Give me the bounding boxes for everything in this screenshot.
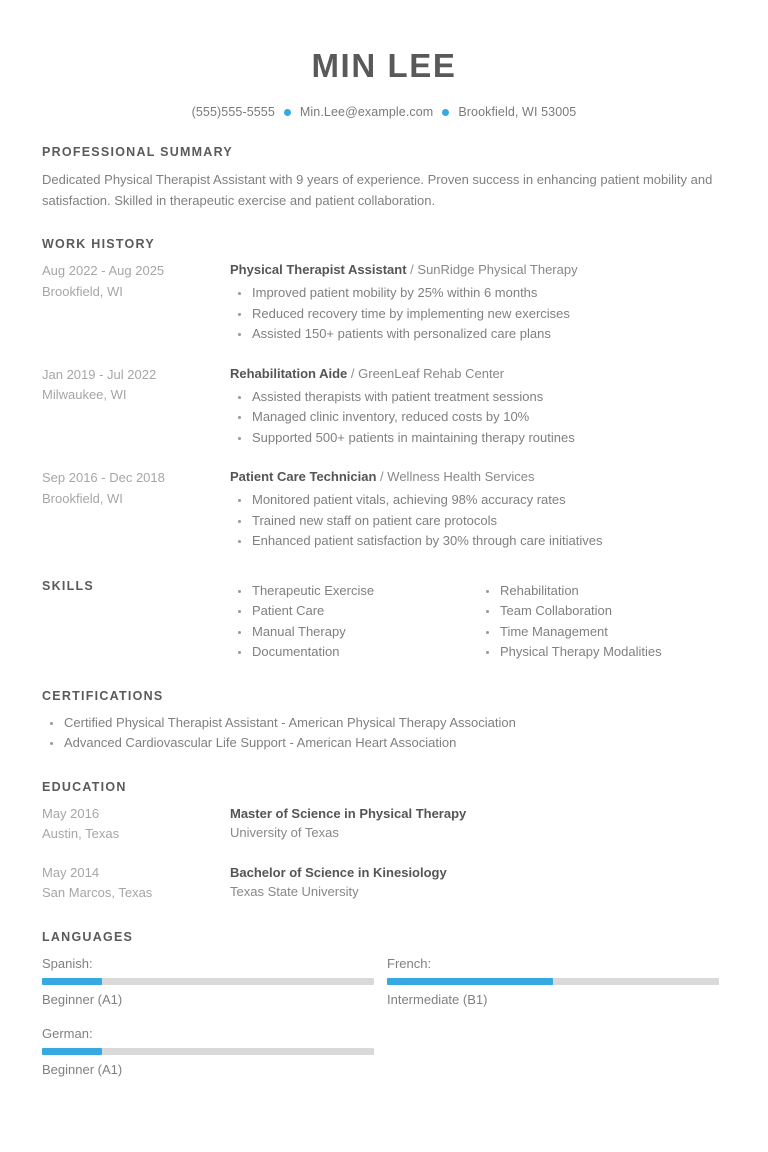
education-list bbox=[42, 804, 726, 904]
work-entry-company: GreenLeaf Rehab Center bbox=[358, 365, 505, 381]
list-item: Physical Therapy Modalities bbox=[478, 642, 726, 663]
skills-columns bbox=[230, 578, 726, 663]
section-work-history bbox=[42, 237, 726, 551]
section-skills bbox=[42, 578, 726, 663]
section-professional-summary bbox=[42, 145, 726, 211]
work-history-entry bbox=[42, 365, 726, 448]
language-name: French: bbox=[387, 956, 432, 972]
email-text: Min.Lee@example.com bbox=[299, 105, 434, 120]
work-entry-location: Milwaukee, WI bbox=[42, 387, 127, 403]
list-item: Improved patient mobility by 25% within 6 months bbox=[230, 283, 726, 304]
skills-column-1 bbox=[230, 578, 478, 663]
work-entry-headline bbox=[230, 365, 726, 384]
work-entry-meta bbox=[42, 468, 230, 551]
work-entry-detail bbox=[230, 468, 726, 551]
work-entry-bullets bbox=[230, 283, 726, 345]
work-entry-title: Physical Therapist Assistant bbox=[230, 262, 407, 278]
section-title-skills: SKILLS bbox=[42, 578, 94, 593]
summary-text: Dedicated Physical Therapist Assistant with 9 years of experience. Proven success in enhancing patient mobility and satisfaction. Skilled in therapeutic exercise and patient collaboration. bbox=[42, 172, 713, 209]
work-entry-title: Patient Care Technician bbox=[230, 469, 377, 485]
list-item: Patient Care bbox=[230, 601, 478, 622]
education-entry-location: San Marcos, Texas bbox=[42, 885, 153, 901]
work-entry-meta bbox=[42, 261, 230, 344]
language-proficiency-fill bbox=[387, 978, 553, 985]
education-degree: Bachelor of Science in Kinesiology bbox=[230, 864, 447, 880]
separator-dot-icon bbox=[442, 109, 449, 116]
list-item: Monitored patient vitals, achieving 98% accuracy rates bbox=[230, 490, 726, 511]
skills-column-2 bbox=[478, 578, 726, 663]
work-entry-meta bbox=[42, 365, 230, 448]
language-level: Beginner (A1) bbox=[42, 1061, 123, 1077]
candidate-name: MIN LEE bbox=[311, 47, 457, 84]
list-item: Rehabilitation bbox=[478, 581, 726, 602]
languages-grid bbox=[42, 954, 726, 1094]
work-entry-dates: Aug 2022 - Aug 2025 bbox=[42, 263, 165, 279]
language-level: Intermediate (B1) bbox=[387, 991, 488, 1007]
certifications-list bbox=[42, 713, 726, 754]
language-proficiency-fill bbox=[42, 978, 102, 985]
section-certifications bbox=[42, 689, 726, 754]
work-history-list bbox=[42, 261, 726, 551]
education-entry-detail bbox=[230, 804, 726, 845]
section-title-languages: LANGUAGES bbox=[42, 930, 134, 945]
skills-list-1 bbox=[230, 581, 478, 663]
language-item bbox=[42, 1024, 374, 1079]
section-title-summary: PROFESSIONAL SUMMARY bbox=[42, 145, 233, 160]
list-item: Team Collaboration bbox=[478, 601, 726, 622]
contact-line bbox=[42, 105, 726, 119]
list-item: Certified Physical Therapist Assistant - American Physical Therapy Association bbox=[42, 713, 726, 734]
language-item bbox=[42, 954, 374, 1009]
work-entry-detail bbox=[230, 365, 726, 448]
education-school: Texas State University bbox=[230, 884, 359, 900]
language-proficiency-bar bbox=[387, 978, 719, 985]
section-languages bbox=[42, 930, 726, 1094]
language-proficiency-fill bbox=[42, 1048, 102, 1055]
language-name: German: bbox=[42, 1026, 93, 1042]
work-history-entry bbox=[42, 261, 726, 344]
phone-text: (555)555-5555 bbox=[191, 105, 275, 120]
work-entry-separator: / bbox=[410, 262, 414, 278]
work-entry-headline bbox=[230, 468, 726, 487]
section-education bbox=[42, 780, 726, 904]
list-item: Managed clinic inventory, reduced costs by 10% bbox=[230, 407, 726, 428]
education-entry-meta bbox=[42, 863, 230, 904]
skills-layout bbox=[42, 578, 726, 663]
work-entry-bullets bbox=[230, 490, 726, 552]
list-item: Trained new staff on patient care protocols bbox=[230, 511, 726, 532]
language-proficiency-bar bbox=[42, 978, 374, 985]
language-name: Spanish: bbox=[42, 956, 93, 972]
language-item bbox=[387, 954, 719, 1009]
section-title-work-history: WORK HISTORY bbox=[42, 237, 155, 252]
education-degree: Master of Science in Physical Therapy bbox=[230, 805, 467, 821]
section-title-certifications: CERTIFICATIONS bbox=[42, 688, 164, 703]
education-entry bbox=[42, 804, 726, 845]
work-entry-detail bbox=[230, 261, 726, 344]
list-item: Time Management bbox=[478, 622, 726, 643]
work-entry-location: Brookfield, WI bbox=[42, 283, 123, 299]
education-entry-location: Austin, Texas bbox=[42, 826, 120, 842]
education-entry bbox=[42, 863, 726, 904]
work-entry-separator: / bbox=[380, 469, 384, 485]
work-entry-company: SunRidge Physical Therapy bbox=[417, 262, 578, 278]
work-entry-bullets bbox=[230, 387, 726, 449]
list-item: Advanced Cardiovascular Life Support - American Heart Association bbox=[42, 733, 726, 754]
work-entry-title: Rehabilitation Aide bbox=[230, 365, 348, 381]
list-item: Assisted therapists with patient treatment sessions bbox=[230, 387, 726, 408]
language-proficiency-bar bbox=[42, 1048, 374, 1055]
location-text: Brookfield, WI 53005 bbox=[458, 105, 577, 120]
section-title-education: EDUCATION bbox=[42, 779, 127, 794]
list-item: Supported 500+ patients in maintaining therapy routines bbox=[230, 428, 726, 449]
list-item: Manual Therapy bbox=[230, 622, 478, 643]
education-entry-date: May 2014 bbox=[42, 864, 100, 880]
work-entry-dates: Sep 2016 - Dec 2018 bbox=[42, 470, 165, 486]
work-entry-dates: Jan 2019 - Jul 2022 bbox=[42, 366, 157, 382]
work-entry-company: Wellness Health Services bbox=[387, 469, 535, 485]
list-item: Reduced recovery time by implementing new exercises bbox=[230, 304, 726, 325]
list-item: Assisted 150+ patients with personalized care plans bbox=[230, 324, 726, 345]
language-level: Beginner (A1) bbox=[42, 991, 123, 1007]
work-entry-location: Brookfield, WI bbox=[42, 490, 123, 506]
education-entry-meta bbox=[42, 804, 230, 845]
resume-header bbox=[42, 0, 726, 119]
work-history-entry bbox=[42, 468, 726, 551]
list-item: Therapeutic Exercise bbox=[230, 581, 478, 602]
separator-dot-icon bbox=[284, 109, 291, 116]
list-item: Documentation bbox=[230, 642, 478, 663]
work-entry-separator: / bbox=[350, 365, 355, 381]
work-entry-headline bbox=[230, 261, 726, 280]
list-item: Enhanced patient satisfaction by 30% through care initiatives bbox=[230, 531, 726, 552]
education-entry-detail bbox=[230, 863, 726, 904]
education-entry-date: May 2016 bbox=[42, 805, 100, 821]
education-school: University of Texas bbox=[230, 825, 339, 841]
skills-list-2 bbox=[478, 581, 726, 663]
